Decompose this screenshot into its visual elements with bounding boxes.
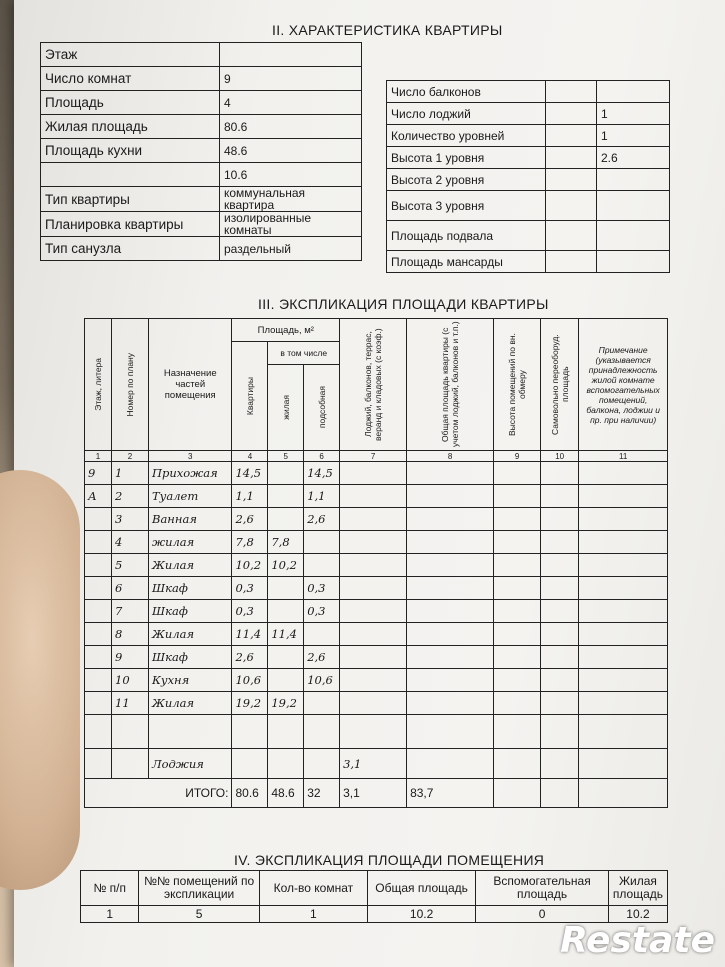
cell-unauth [541,623,579,646]
cell-total [407,485,494,508]
cell-height [494,749,541,779]
cell-living [268,669,304,692]
header-height: Высота помещений по вн. обмеру [494,319,541,451]
s4-header-1: № п/п [81,871,139,906]
cell-total [407,577,494,600]
column-number: 2 [112,451,149,462]
total-loggia: 3,1 [340,779,407,808]
cell-apt: 11,4 [232,623,268,646]
cell-height [494,600,541,623]
cell-num: 11 [112,692,149,715]
explication-row [85,577,668,600]
cell-floor [85,623,112,646]
characteristic-row [41,212,362,237]
apartment-characteristics-table [40,42,362,261]
watermark-logo: Restate [560,920,715,961]
cell-unauth [541,669,579,692]
cell-unauth [541,462,579,485]
level-label: Высота 3 уровня [387,191,546,221]
characteristic-value: изолированные комнаты [220,212,362,237]
cell-name: Шкаф [149,577,232,600]
total-label: ИТОГО: [85,779,232,808]
cell-aux [304,623,340,646]
cell-floor [85,749,112,779]
cell-height [494,462,541,485]
s4-header-4: Общая площадь [367,871,475,906]
cell-unauth [541,554,579,577]
s4-cell-5: 0 [476,906,609,923]
column-number: 8 [407,451,494,462]
cell-apt [232,715,268,749]
cell-height [494,531,541,554]
cell-total [407,692,494,715]
header-including: в том числе [268,342,340,365]
cell-floor [85,508,112,531]
cell-apt: 10,2 [232,554,268,577]
cell-notes [579,554,668,577]
cell-living: 10,2 [268,554,304,577]
premises-explication-table [80,870,668,923]
cell-living [268,508,304,531]
cell-name: Жилая [149,554,232,577]
cell-aux: 2,6 [304,646,340,669]
s4-cell-3: 1 [259,906,367,923]
level-row [387,147,670,169]
cell-notes [579,715,668,749]
characteristic-label: Этаж [41,43,220,67]
cell-total [407,669,494,692]
characteristic-row [41,139,362,163]
s4-header-5: Вспомогательная площадь [476,871,609,906]
cell-floor: А [85,485,112,508]
characteristic-label [41,163,220,187]
cell-unauth [541,600,579,623]
cell-name: Кухня [149,669,232,692]
total-apt: 80.6 [232,779,268,808]
cell-total [407,508,494,531]
cell-living: 19,2 [268,692,304,715]
total-aux: 32 [304,779,340,808]
cell-floor [85,692,112,715]
characteristic-value: 4 [220,91,362,115]
s4-header-2: №№ помещений по экспликации [139,871,259,906]
level-value-a [546,251,597,273]
cell-aux [304,692,340,715]
characteristic-value: коммунальная квартира [220,187,362,212]
cell-num: 10 [112,669,149,692]
header-total-area: Общая площадь квартиры (с учетом лоджий, балконов и т.п.) [407,319,494,451]
level-value-b: 2.6 [597,147,670,169]
cell-total [407,531,494,554]
cell-floor [85,554,112,577]
cell-aux [304,749,340,779]
characteristic-value: 80.6 [220,115,362,139]
cell-total [407,554,494,577]
cell-loggia [340,531,407,554]
cell-total [407,600,494,623]
cell-loggia [340,485,407,508]
cell-unauth [541,646,579,669]
cell-living: 7,8 [268,531,304,554]
cell-loggia [340,692,407,715]
level-value-a [546,169,597,191]
cell-height [494,623,541,646]
cell-unauth [541,508,579,531]
level-label: Высота 2 уровня [387,169,546,191]
column-number: 4 [232,451,268,462]
cell-living [268,485,304,508]
cell-floor [85,646,112,669]
cell-unauth [541,715,579,749]
level-value-b [597,221,670,251]
cell-aux: 14,5 [304,462,340,485]
level-value-a [546,191,597,221]
cell-loggia [340,623,407,646]
cell-notes [579,485,668,508]
cell-floor [85,669,112,692]
level-value-b [597,251,670,273]
level-row [387,103,670,125]
total-area: 83,7 [407,779,494,808]
characteristic-value [220,43,362,67]
characteristic-row [41,67,362,91]
level-value-a [546,221,597,251]
cell-living [268,577,304,600]
level-value-a [546,81,597,103]
cell-living [268,462,304,485]
explication-row [85,692,668,715]
cell-unauth [541,485,579,508]
level-value-b: 1 [597,103,670,125]
cell-height [494,577,541,600]
cell-notes [579,646,668,669]
cell-name: Туалет [149,485,232,508]
cell-name [149,715,232,749]
cell-num: 7 [112,600,149,623]
characteristic-value: раздельный [220,237,362,261]
cell-floor [85,715,112,749]
characteristic-label: Тип санузла [41,237,220,261]
level-label: Площадь подвала [387,221,546,251]
cell-apt: 7,8 [232,531,268,554]
column-number: 10 [541,451,579,462]
cell-loggia [340,646,407,669]
cell-notes [579,600,668,623]
header-notes: Примечание (указывается принадлежность жилой комнате вспомогательных помещений, балкона, лоджии и пр. при наличии) [579,319,668,451]
cell-apt [232,749,268,779]
cell-height [494,485,541,508]
cell-apt: 1,1 [232,485,268,508]
explication-row [85,462,668,485]
section4-title: IV. ЭКСПЛИКАЦИЯ ПЛОЩАДИ ПОМЕЩЕНИЯ [234,852,545,868]
characteristic-row [41,163,362,187]
cell-name: Жилая [149,623,232,646]
cell-floor [85,600,112,623]
cell-total [407,623,494,646]
cell-apt: 19,2 [232,692,268,715]
cell-aux: 1,1 [304,485,340,508]
area-explication-table [84,318,668,808]
thumb [0,470,80,890]
level-value-a [546,103,597,125]
column-number: 5 [268,451,304,462]
cell-aux: 2,6 [304,508,340,531]
cell-notes [579,508,668,531]
cell-floor [85,531,112,554]
cell-loggia [340,554,407,577]
cell-num: 1 [112,462,149,485]
level-row [387,81,670,103]
explication-row [85,669,668,692]
section2-title: II. ХАРАКТЕРИСТИКА КВАРТИРЫ [272,22,503,38]
cell-height [494,508,541,531]
cell-apt: 0,3 [232,577,268,600]
cell-num: 9 [112,646,149,669]
characteristic-row [41,91,362,115]
level-row [387,125,670,147]
cell-name: Шкаф [149,600,232,623]
cell-notes [579,623,668,646]
cell-aux [304,531,340,554]
explication-row [85,531,668,554]
cell-height [494,554,541,577]
cell-unauth [541,692,579,715]
characteristic-label: Площадь [41,91,220,115]
level-row [387,251,670,273]
explication-row [85,715,668,749]
level-row [387,169,670,191]
cell-floor: 9 [85,462,112,485]
level-label: Высота 1 уровня [387,147,546,169]
cell-loggia [340,600,407,623]
header-auxiliary: подсобная [304,365,340,451]
column-number: 11 [579,451,668,462]
cell-living [268,715,304,749]
cell-height [494,692,541,715]
column-number: 1 [85,451,112,462]
cell-total [407,646,494,669]
apartment-levels-table [386,80,670,273]
level-value-b: 1 [597,125,670,147]
characteristic-value: 48.6 [220,139,362,163]
cell-notes [579,462,668,485]
level-label: Площадь мансарды [387,251,546,273]
header-unauth: Самовольно переоборуд. площадь [541,319,579,451]
cell-num [112,715,149,749]
cell-total [407,749,494,779]
s4-header-6: Жилая площадь [608,871,667,906]
explication-row [85,508,668,531]
total-notes [579,779,668,808]
cell-total [407,462,494,485]
header-purpose: Назначение частей помещения [149,319,232,451]
characteristic-row [41,187,362,212]
cell-unauth [541,749,579,779]
level-value-a [546,125,597,147]
cell-notes [579,577,668,600]
header-living: жилая [268,365,304,451]
cell-height [494,715,541,749]
cell-apt: 2,6 [232,508,268,531]
total-living: 48.6 [268,779,304,808]
cell-notes [579,531,668,554]
cell-loggia [340,669,407,692]
explication-row [85,749,668,779]
cell-living [268,646,304,669]
level-value-a [546,147,597,169]
cell-total [407,715,494,749]
cell-unauth [541,531,579,554]
cell-aux [304,715,340,749]
cell-living [268,600,304,623]
cell-loggia: 3,1 [340,749,407,779]
column-number: 6 [304,451,340,462]
characteristic-label: Число комнат [41,67,220,91]
cell-name: Жилая [149,692,232,715]
level-label: Число балконов [387,81,546,103]
header-area: Площадь, м² [232,319,340,342]
characteristic-label: Жилая площадь [41,115,220,139]
cell-num: 6 [112,577,149,600]
explication-row [85,623,668,646]
explication-row [85,646,668,669]
cell-loggia [340,577,407,600]
header-apartments: Квартиры [232,342,268,451]
level-value-b [597,169,670,191]
cell-num: 3 [112,508,149,531]
characteristic-row [41,115,362,139]
s4-cell-1: 1 [81,906,139,923]
cell-loggia [340,715,407,749]
column-number: 7 [340,451,407,462]
cell-notes [579,669,668,692]
characteristic-label: Тип квартиры [41,187,220,212]
s4-cell-4: 10.2 [367,906,475,923]
characteristic-label: Площадь кухни [41,139,220,163]
cell-num [112,749,149,779]
cell-apt: 10,6 [232,669,268,692]
column-number: 9 [494,451,541,462]
cell-apt: 0,3 [232,600,268,623]
cell-notes [579,692,668,715]
cell-name: жилая [149,531,232,554]
s4-cell-2: 5 [139,906,259,923]
cell-floor [85,577,112,600]
cell-aux: 0,3 [304,577,340,600]
total-row [85,779,668,808]
cell-num: 8 [112,623,149,646]
explication-row [85,600,668,623]
cell-height [494,646,541,669]
header-loggias: Лоджий, балконов, террас, веранд и кладовых (с коэф.) [340,319,407,451]
cell-living: 11,4 [268,623,304,646]
cell-aux: 10,6 [304,669,340,692]
cell-apt: 14,5 [232,462,268,485]
characteristic-label: Планировка квартиры [41,212,220,237]
total-height [494,779,541,808]
cell-height [494,669,541,692]
cell-name: Шкаф [149,646,232,669]
characteristic-value: 9 [220,67,362,91]
s4-cell-6: 10.2 [608,906,667,923]
cell-apt: 2,6 [232,646,268,669]
level-value-b [597,191,670,221]
level-row [387,191,670,221]
cell-living [268,749,304,779]
cell-num: 4 [112,531,149,554]
cell-loggia [340,508,407,531]
cell-num: 2 [112,485,149,508]
cell-unauth [541,577,579,600]
cell-name: Лоджия [149,749,232,779]
characteristic-row [41,237,362,261]
total-unauth [541,779,579,808]
s4-header-3: Кол-во комнат [259,871,367,906]
cell-aux: 0,3 [304,600,340,623]
cell-name: Прихожая [149,462,232,485]
characteristic-value: 10.6 [220,163,362,187]
cell-notes [579,749,668,779]
explication-row [85,554,668,577]
header-floor: Этаж, литера [85,319,112,451]
header-num: Номер по плану [112,319,149,451]
cell-num: 5 [112,554,149,577]
explication-row [85,485,668,508]
level-label: Количество уровней [387,125,546,147]
column-number: 3 [149,451,232,462]
cell-aux [304,554,340,577]
level-label: Число лоджий [387,103,546,125]
cell-name: Ванная [149,508,232,531]
section3-title: III. ЭКСПЛИКАЦИЯ ПЛОЩАДИ КВАРТИРЫ [258,296,549,312]
level-row [387,221,670,251]
cell-loggia [340,462,407,485]
characteristic-row [41,43,362,67]
level-value-b [597,81,670,103]
